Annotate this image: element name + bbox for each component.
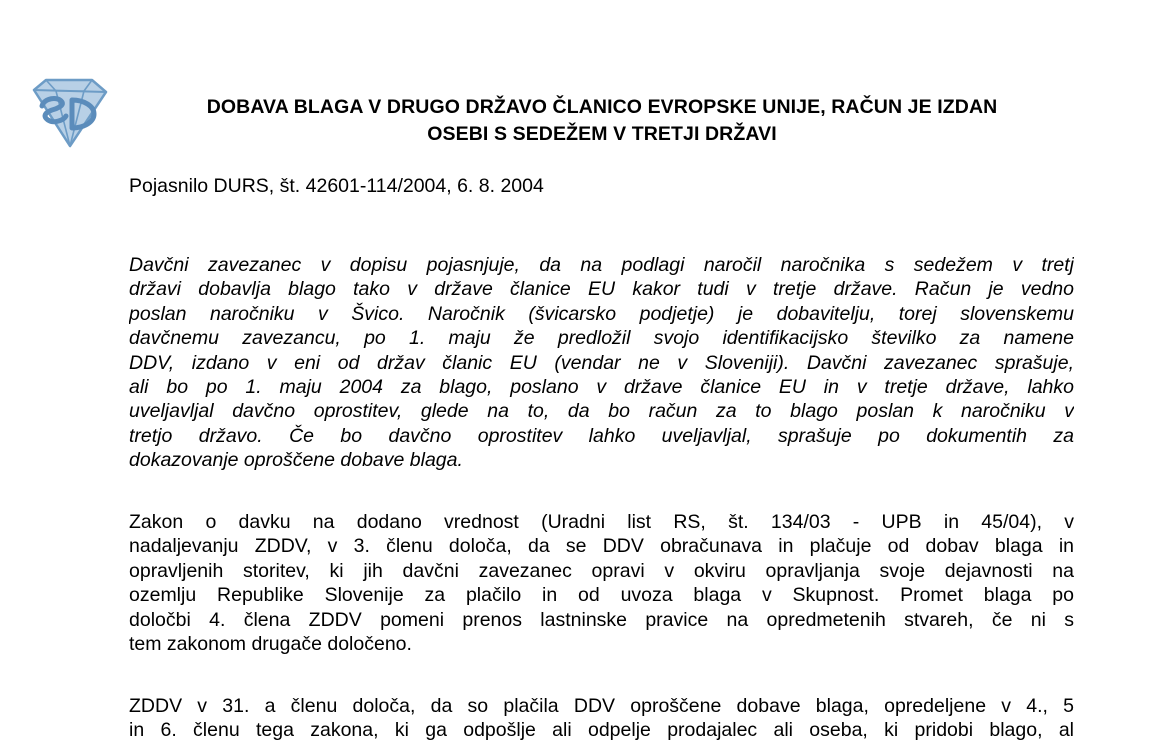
- intro-paragraph: [129, 253, 1157, 473]
- sd-diamond-logo-icon: [26, 76, 112, 150]
- paragraph-line: poslan naročniku v Švico. Naročnik (švicarsko podjetje) je dobavitelju, torej slovenskemu: [129, 302, 1074, 325]
- paragraph-line: tretjo državo. Če bo davčno oprostitev lahko uveljavljal, sprašuje po dokumentih za: [129, 424, 1074, 447]
- paragraph-line: nadaljevanju ZDDV, v 3. členu določa, da se DDV obračunava in plačuje od dobav blaga in: [129, 535, 1074, 558]
- paragraph-line: DDV, izdano v eni od držav članic EU (vendar ne v Sloveniji). Davčni zavezanec sprašuje,: [129, 351, 1074, 374]
- paragraph-line: tem zakonom drugače določeno.: [129, 633, 412, 656]
- paragraph-line: ZDDV v 31. a členu določa, da so plačila DDV oproščene dobave blaga, opredeljene v 4., 5: [129, 695, 1074, 717]
- paragraph-line: ozemlju Republike Slovenije za plačilo in od uvoza blaga v Skupnost. Promet blaga po: [129, 584, 1074, 607]
- title-line: DOBAVA BLAGA V DRUGO DRŽAVO ČLANICO EVROPSKE UNIJE, RAČUN JE IZDAN: [206, 96, 998, 118]
- title-line: OSEBI S SEDEŽEM V TRETJI DRŽAVI: [427, 123, 777, 145]
- paragraph-line: državi dobavlja blago tako v države članice EU kakor tudi v tretje države. Račun je vedno: [129, 278, 1074, 301]
- paragraph-line: opravljenih storitev, ki jih davčni zavezanec opravi v okviru opravljanja svoje dejavnosti na: [129, 559, 1074, 582]
- paragraph-line: Davčni zavezanec v dopisu pojasnjuje, da na podlagi naročil naročnika s sedežem v tretj: [129, 254, 1074, 276]
- law-paragraph-2: [129, 694, 1157, 743]
- law-paragraph-1: [129, 510, 1157, 656]
- paragraph-line: davčnemu zavezancu, po 1. maju že predložil svojo identifikacijsko številko za namene: [129, 327, 1074, 350]
- paragraph-line: Zakon o davku na dodano vrednost (Uradni list RS, št. 134/03 - UPB in 45/04), v: [129, 511, 1074, 533]
- paragraph-line: določbi 4. člena ZDDV pomeni prenos lastninske pravice na opredmetenih stvareh, če ni s: [129, 608, 1074, 631]
- document-title: [120, 94, 1084, 148]
- paragraph-line: uveljavljal davčno oprostitev, glede na to, da bo račun za to blago poslan k naročniku v: [129, 400, 1074, 423]
- paragraph-line: dokazovanje oproščene dobave blaga.: [129, 449, 463, 472]
- source-reference: Pojasnilo DURS, št. 42601-114/2004, 6. 8. 2004: [129, 175, 544, 197]
- paragraph-line: ali bo po 1. maju 2004 za blago, poslano v države članice EU in v tretje države, lahko: [129, 376, 1074, 399]
- paragraph-line: in 6. členu tega zakona, ki ga odpošlje ali odpelje prodajalec ali oseba, ki pridobi blago, al: [129, 719, 1074, 742]
